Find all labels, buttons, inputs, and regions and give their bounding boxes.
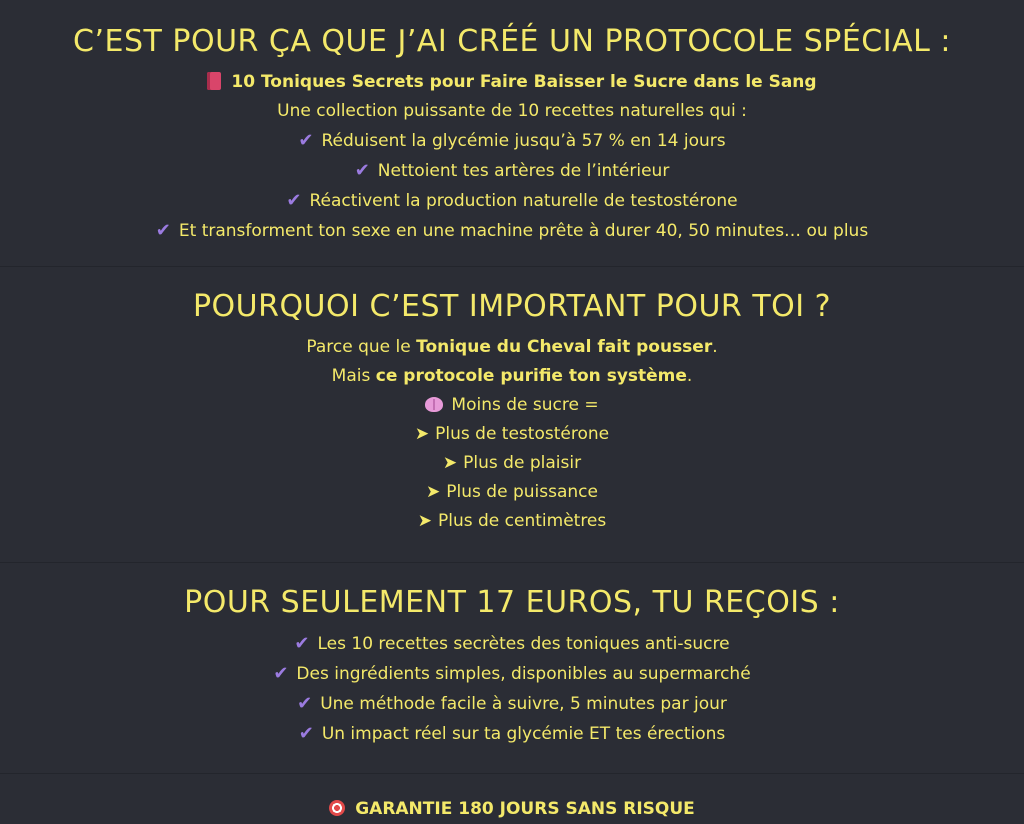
- benefit-item: [0, 216, 1024, 246]
- protocol-section: [0, 0, 1024, 267]
- reason-text: Parce que le: [306, 337, 417, 357]
- check-icon: ✔: [354, 160, 370, 181]
- importance-section: [0, 267, 1024, 563]
- reason-text: Mais: [331, 366, 376, 386]
- benefit-text: Et transforment ton sexe en une machine prête à durer 40, 50 minutes… ou plus: [178, 221, 869, 241]
- book-title: 10 Toniques Secrets pour Faire Baisser le Sucre dans le Sang: [231, 72, 817, 92]
- check-icon: ✔: [298, 130, 314, 151]
- brain-line: [0, 391, 1024, 420]
- offer-text: Des ingrédients simples, disponibles au supermarché: [296, 664, 751, 684]
- check-icon: ✔: [298, 723, 314, 744]
- offer-text: Une méthode facile à suivre, 5 minutes par jour: [320, 694, 727, 714]
- protocol-heading: C’EST POUR ÇA QUE J’AI CRÉÉ UN PROTOCOLE SPÉCIAL :: [73, 24, 951, 59]
- offer-item: [0, 689, 1024, 719]
- arrow-item: [0, 420, 1024, 449]
- guarantee-text: GARANTIE 180 JOURS SANS RISQUE: [355, 799, 695, 819]
- arrow-text: Plus de plaisir: [463, 453, 582, 473]
- offer-text: Un impact réel sur ta glycémie ET tes érections: [321, 724, 726, 744]
- benefit-item: [0, 126, 1024, 156]
- check-icon: ✔: [273, 663, 289, 684]
- intro-text: Une collection puissante de 10 recettes naturelles qui :: [277, 101, 747, 121]
- arrow-icon: ➤: [426, 482, 441, 502]
- offer-item: [0, 659, 1024, 689]
- arrow-item: [0, 478, 1024, 507]
- arrow-icon: ➤: [442, 453, 458, 473]
- guarantee-section: [0, 774, 1024, 822]
- check-icon: ✔: [297, 693, 313, 714]
- reason-bold-text: ce protocole purifie ton système: [375, 366, 687, 386]
- book-icon: [207, 72, 221, 90]
- brain-icon: [425, 397, 443, 412]
- target-icon: [329, 800, 345, 816]
- arrow-text: Plus de centimètres: [438, 511, 607, 531]
- benefit-item: [0, 186, 1024, 216]
- reason-line-1: [0, 333, 1024, 362]
- reason-bold-text: Tonique du Cheval fait pousser: [416, 337, 713, 357]
- offer-item: [0, 629, 1024, 659]
- benefit-text: Réduisent la glycémie jusqu’à 57 % en 14 jours: [321, 131, 726, 151]
- book-title-line: [0, 68, 1024, 97]
- arrow-item: [0, 507, 1024, 536]
- brain-text: Moins de sucre =: [451, 395, 599, 415]
- benefit-item: [0, 156, 1024, 186]
- check-icon: ✔: [286, 190, 302, 211]
- offer-heading: POUR SEULEMENT 17 EUROS, TU REÇOIS :: [184, 585, 840, 620]
- offer-section: [0, 563, 1024, 774]
- check-icon: ✔: [155, 220, 171, 241]
- reason-punctuation: .: [712, 337, 718, 357]
- guarantee-line: [0, 795, 1024, 824]
- arrow-icon: ➤: [414, 424, 430, 444]
- arrow-text: Plus de puissance: [446, 482, 598, 502]
- importance-heading: POURQUOI C’EST IMPORTANT POUR TOI ?: [192, 289, 832, 324]
- arrow-icon: ➤: [417, 511, 432, 531]
- offer-text: Les 10 recettes secrètes des toniques anti-sucre: [317, 634, 730, 654]
- reason-line-2: [0, 362, 1024, 391]
- arrow-text: Plus de testostérone: [435, 424, 610, 444]
- reason-punctuation: .: [686, 366, 693, 386]
- benefit-text: Nettoient tes artères de l’intérieur: [377, 161, 670, 181]
- benefit-text: Réactivent la production naturelle de testostérone: [309, 191, 738, 211]
- arrow-item: [0, 449, 1024, 478]
- check-icon: ✔: [294, 633, 310, 654]
- offer-item: [0, 719, 1024, 749]
